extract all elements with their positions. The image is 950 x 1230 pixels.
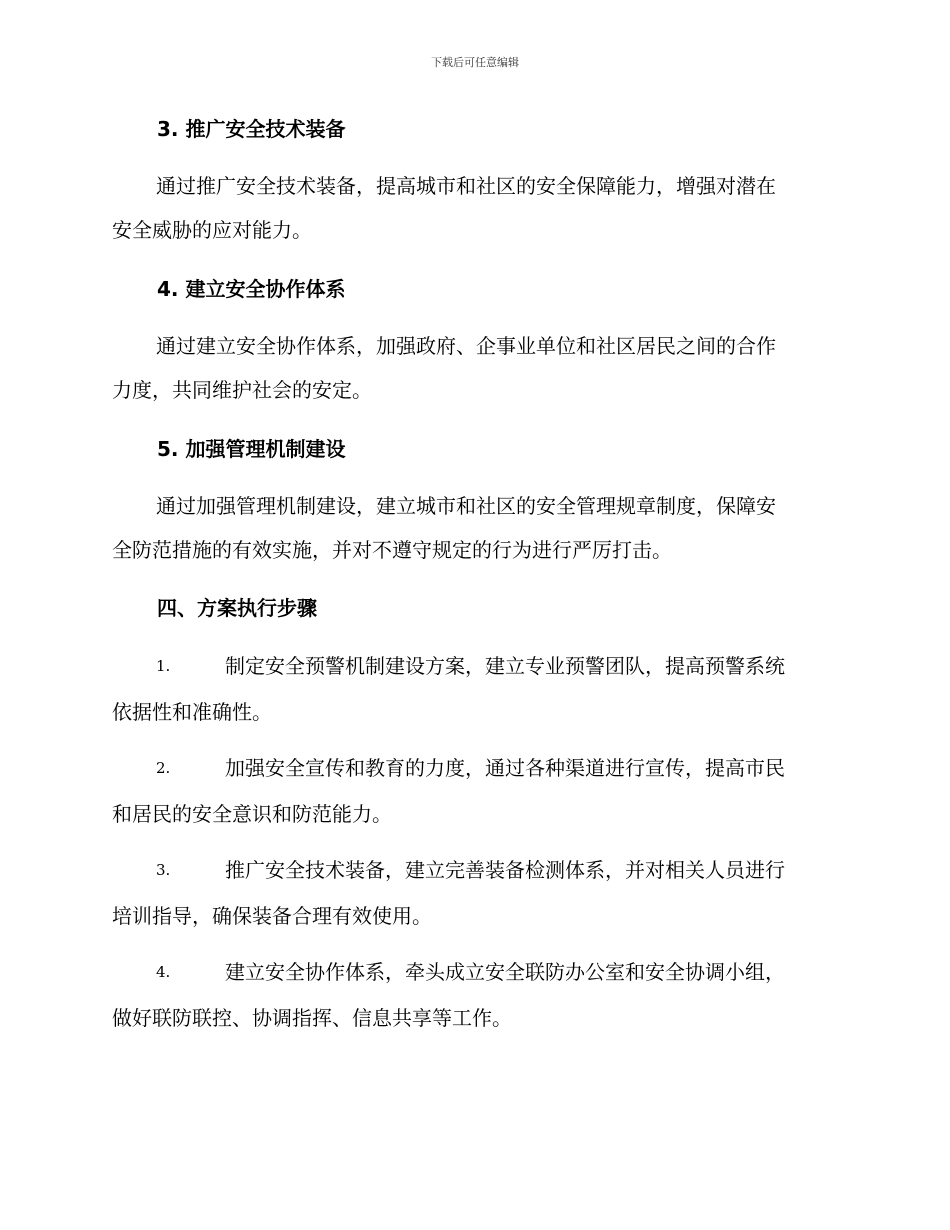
paragraph-line: 通过推广安全技术装备，提高城市和社区的安全保障能力，增强对潜在 bbox=[156, 174, 776, 198]
paragraph-line: 通过加强管理机制建设，建立城市和社区的安全管理规章制度，保障安 bbox=[156, 494, 776, 518]
step-number: 2. bbox=[156, 759, 171, 777]
step-item-3 bbox=[112, 847, 834, 939]
step-line: 制定安全预警机制建设方案，建立专业预警团队，提高预警系统 bbox=[225, 654, 785, 678]
step-number: 1. bbox=[156, 657, 171, 675]
step-number: 3. bbox=[156, 861, 171, 879]
section-paragraph-3 bbox=[112, 164, 834, 252]
paragraph-line: 安全威胁的应对能力。 bbox=[112, 218, 312, 242]
step-line: 做好联防联控、协调指挥、信息共享等工作。 bbox=[112, 1006, 512, 1030]
section-paragraph-4 bbox=[112, 324, 834, 412]
step-line: 和居民的安全意识和防范能力。 bbox=[112, 802, 392, 826]
section-heading-4: 4. 建立安全协作体系 bbox=[157, 277, 346, 301]
step-item-4 bbox=[112, 949, 834, 1041]
step-line: 培训指导，确保装备合理有效使用。 bbox=[112, 904, 432, 928]
section-heading-5: 5. 加强管理机制建设 bbox=[157, 437, 346, 461]
step-line: 建立安全协作体系，牵头成立安全联防办公室和安全协调小组， bbox=[225, 960, 785, 984]
step-number: 4. bbox=[156, 963, 171, 981]
step-item-1 bbox=[112, 643, 834, 735]
paragraph-line: 通过建立安全协作体系，加强政府、企事业单位和社区居民之间的合作 bbox=[156, 334, 776, 358]
step-line: 依据性和准确性。 bbox=[112, 700, 272, 724]
step-line: 推广安全技术装备，建立完善装备检测体系，并对相关人员进行 bbox=[225, 858, 785, 882]
step-item-2 bbox=[112, 745, 834, 837]
step-line: 加强安全宣传和教育的力度，通过各种渠道进行宣传，提高市民 bbox=[225, 756, 785, 780]
section-heading-3: 3. 推广安全技术装备 bbox=[157, 117, 346, 141]
section-paragraph-5 bbox=[112, 484, 834, 572]
paragraph-line: 全防范措施的有效实施，并对不遵守规定的行为进行严厉打击。 bbox=[112, 538, 672, 562]
paragraph-line: 力度，共同维护社会的安定。 bbox=[112, 378, 372, 402]
steps-heading: 四、方案执行步骤 bbox=[157, 596, 317, 620]
page-header-note: 下载后可任意编辑 bbox=[431, 56, 519, 69]
